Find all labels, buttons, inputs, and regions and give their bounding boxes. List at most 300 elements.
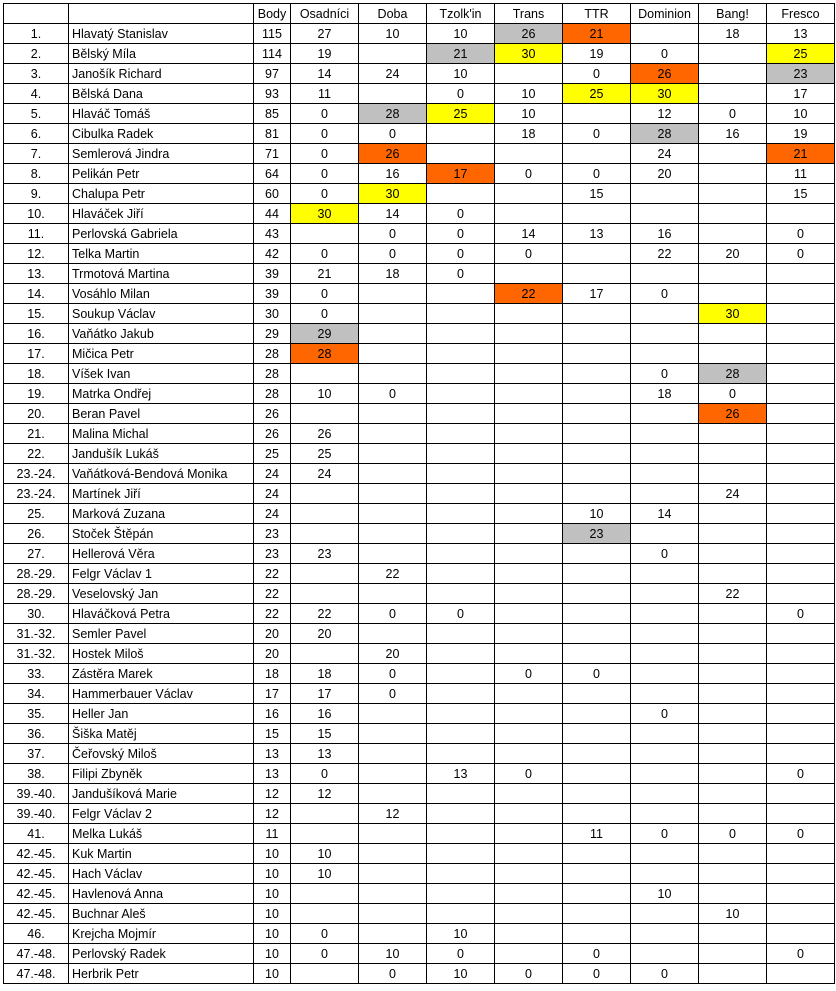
score-cell	[767, 884, 835, 904]
score-cell: 10	[291, 844, 359, 864]
score-cell	[563, 924, 631, 944]
score-cell	[359, 424, 427, 444]
score-cell: 22	[631, 244, 699, 264]
score-cell: 0	[427, 264, 495, 284]
score-cell: 0	[359, 224, 427, 244]
score-cell	[563, 784, 631, 804]
score-cell: 0	[427, 244, 495, 264]
table-row	[4, 524, 835, 544]
table-row	[4, 404, 835, 424]
points-total-cell: 97	[254, 64, 291, 84]
score-cell: 26	[631, 64, 699, 84]
score-cell	[563, 684, 631, 704]
points-total-cell: 18	[254, 664, 291, 684]
score-cell: 10	[427, 924, 495, 944]
points-total-cell: 85	[254, 104, 291, 124]
header-bang: Bang!	[699, 4, 767, 24]
table-row	[4, 324, 835, 344]
points-total-cell: 20	[254, 624, 291, 644]
score-cell	[767, 644, 835, 664]
score-cell: 28	[359, 104, 427, 124]
score-cell	[699, 204, 767, 224]
score-cell	[427, 324, 495, 344]
score-cell	[427, 664, 495, 684]
score-cell	[495, 144, 563, 164]
score-cell	[563, 444, 631, 464]
score-cell	[427, 644, 495, 664]
table-row	[4, 664, 835, 684]
score-cell	[359, 364, 427, 384]
score-cell	[631, 584, 699, 604]
score-cell	[359, 924, 427, 944]
player-name-cell: Hammerbauer Václav	[69, 684, 254, 704]
points-total-cell: 115	[254, 24, 291, 44]
rank-cell: 11.	[4, 224, 69, 244]
score-cell: 10	[427, 24, 495, 44]
table-row	[4, 604, 835, 624]
score-cell	[291, 824, 359, 844]
score-cell	[427, 564, 495, 584]
score-cell: 0	[563, 964, 631, 984]
score-cell: 30	[291, 204, 359, 224]
points-total-cell: 12	[254, 784, 291, 804]
score-cell: 10	[631, 884, 699, 904]
score-cell	[563, 364, 631, 384]
score-cell	[699, 284, 767, 304]
score-cell	[631, 204, 699, 224]
rank-cell: 8.	[4, 164, 69, 184]
player-name-cell: Beran Pavel	[69, 404, 254, 424]
player-name-cell: Felgr Václav 1	[69, 564, 254, 584]
score-cell: 14	[359, 204, 427, 224]
points-total-cell: 39	[254, 284, 291, 304]
score-cell	[495, 904, 563, 924]
score-cell: 0	[767, 224, 835, 244]
score-cell	[699, 964, 767, 984]
score-cell: 11	[291, 84, 359, 104]
rank-cell: 5.	[4, 104, 69, 124]
points-total-cell: 60	[254, 184, 291, 204]
score-cell	[495, 464, 563, 484]
score-cell: 23	[563, 524, 631, 544]
score-cell: 26	[699, 404, 767, 424]
table-row	[4, 944, 835, 964]
score-cell: 16	[291, 704, 359, 724]
rank-cell: 14.	[4, 284, 69, 304]
score-cell	[767, 724, 835, 744]
score-cell	[699, 624, 767, 644]
score-cell: 18	[495, 124, 563, 144]
table-row	[4, 84, 835, 104]
score-cell: 18	[631, 384, 699, 404]
score-cell	[495, 584, 563, 604]
score-cell	[767, 524, 835, 544]
player-name-cell: Telka Martin	[69, 244, 254, 264]
player-name-cell: Hostek Miloš	[69, 644, 254, 664]
score-cell: 27	[291, 24, 359, 44]
score-cell	[495, 744, 563, 764]
score-cell	[427, 144, 495, 164]
score-cell	[631, 664, 699, 684]
rank-cell: 42.-45.	[4, 904, 69, 924]
score-cell	[631, 644, 699, 664]
score-cell	[563, 144, 631, 164]
header-fresco: Fresco	[767, 4, 835, 24]
rank-cell: 31.-32.	[4, 644, 69, 664]
score-cell	[359, 44, 427, 64]
score-cell	[427, 284, 495, 304]
score-cell: 12	[359, 804, 427, 824]
score-cell: 24	[291, 464, 359, 484]
score-cell	[699, 504, 767, 524]
score-cell: 10	[359, 944, 427, 964]
score-cell	[767, 864, 835, 884]
table-row	[4, 764, 835, 784]
player-name-cell: Jandušíková Marie	[69, 784, 254, 804]
score-cell: 18	[359, 264, 427, 284]
score-cell: 0	[291, 104, 359, 124]
score-cell: 25	[291, 444, 359, 464]
score-cell	[767, 424, 835, 444]
player-name-cell: Hellerová Věra	[69, 544, 254, 564]
points-total-cell: 23	[254, 524, 291, 544]
points-total-cell: 12	[254, 804, 291, 824]
score-cell: 0	[359, 684, 427, 704]
score-cell	[767, 564, 835, 584]
score-cell	[359, 704, 427, 724]
score-cell: 0	[767, 824, 835, 844]
score-cell: 14	[631, 504, 699, 524]
score-cell	[427, 784, 495, 804]
score-cell	[495, 564, 563, 584]
rank-cell: 23.-24.	[4, 484, 69, 504]
points-total-cell: 43	[254, 224, 291, 244]
score-cell	[767, 284, 835, 304]
score-cell	[427, 524, 495, 544]
table-row	[4, 464, 835, 484]
score-cell: 0	[563, 664, 631, 684]
table-row	[4, 744, 835, 764]
player-name-cell: Jandušík Lukáš	[69, 444, 254, 464]
score-cell: 24	[359, 64, 427, 84]
score-cell: 26	[495, 24, 563, 44]
score-cell: 0	[359, 964, 427, 984]
player-name-cell: Semlerová Jindra	[69, 144, 254, 164]
score-cell	[563, 484, 631, 504]
score-cell: 21	[291, 264, 359, 284]
score-cell	[495, 504, 563, 524]
points-total-cell: 10	[254, 944, 291, 964]
rank-cell: 15.	[4, 304, 69, 324]
score-cell: 19	[563, 44, 631, 64]
score-cell	[699, 444, 767, 464]
score-cell	[699, 684, 767, 704]
rank-cell: 47.-48.	[4, 944, 69, 964]
score-cell: 0	[427, 944, 495, 964]
points-total-cell: 10	[254, 864, 291, 884]
score-cell: 0	[631, 44, 699, 64]
score-cell: 10	[563, 504, 631, 524]
score-cell	[767, 444, 835, 464]
score-cell	[563, 904, 631, 924]
score-cell	[427, 384, 495, 404]
score-cell	[563, 804, 631, 824]
player-name-cell: Hlaváčková Petra	[69, 604, 254, 624]
score-cell: 0	[631, 824, 699, 844]
score-cell	[427, 624, 495, 644]
score-cell	[631, 344, 699, 364]
score-cell	[699, 604, 767, 624]
score-cell	[767, 744, 835, 764]
score-cell	[291, 224, 359, 244]
score-cell	[699, 844, 767, 864]
score-cell: 21	[767, 144, 835, 164]
score-cell: 0	[767, 604, 835, 624]
score-cell	[631, 624, 699, 644]
score-cell	[291, 484, 359, 504]
score-cell	[427, 704, 495, 724]
points-total-cell: 81	[254, 124, 291, 144]
points-total-cell: 15	[254, 724, 291, 744]
score-cell: 0	[631, 544, 699, 564]
score-cell	[699, 744, 767, 764]
points-total-cell: 10	[254, 904, 291, 924]
rank-cell: 10.	[4, 204, 69, 224]
score-cell	[495, 524, 563, 544]
score-cell	[427, 904, 495, 924]
player-name-cell: Perlovská Gabriela	[69, 224, 254, 244]
score-cell: 0	[767, 764, 835, 784]
score-cell	[359, 464, 427, 484]
player-name-cell: Vaňátková-Bendová Monika	[69, 464, 254, 484]
points-total-cell: 28	[254, 364, 291, 384]
header-tzolkin: Tzolk'in	[427, 4, 495, 24]
score-cell	[767, 264, 835, 284]
score-cell	[359, 904, 427, 924]
points-total-cell: 10	[254, 964, 291, 984]
table-row	[4, 584, 835, 604]
score-cell	[563, 304, 631, 324]
points-total-cell: 42	[254, 244, 291, 264]
table-row	[4, 864, 835, 884]
score-cell	[427, 184, 495, 204]
score-cell	[699, 564, 767, 584]
score-cell	[291, 884, 359, 904]
score-cell	[427, 484, 495, 504]
table-row	[4, 184, 835, 204]
rank-cell: 18.	[4, 364, 69, 384]
table-row	[4, 904, 835, 924]
score-cell: 10	[427, 964, 495, 984]
score-cell	[699, 724, 767, 744]
score-cell: 0	[427, 204, 495, 224]
score-cell: 10	[495, 104, 563, 124]
score-cell	[427, 544, 495, 564]
score-cell	[427, 504, 495, 524]
score-cell	[631, 444, 699, 464]
score-cell: 25	[427, 104, 495, 124]
standings-body	[4, 24, 835, 984]
player-name-cell: Víšek Ivan	[69, 364, 254, 384]
player-name-cell: Herbrik Petr	[69, 964, 254, 984]
points-total-cell: 20	[254, 644, 291, 664]
score-cell: 0	[359, 124, 427, 144]
table-row	[4, 64, 835, 84]
score-cell: 17	[291, 684, 359, 704]
score-cell	[563, 604, 631, 624]
rank-cell: 28.-29.	[4, 564, 69, 584]
score-cell	[359, 504, 427, 524]
score-cell: 30	[699, 304, 767, 324]
rank-cell: 42.-45.	[4, 864, 69, 884]
score-cell: 22	[291, 604, 359, 624]
score-cell: 12	[631, 104, 699, 124]
rank-cell: 33.	[4, 664, 69, 684]
score-cell: 18	[291, 664, 359, 684]
score-cell: 25	[563, 84, 631, 104]
rank-cell: 25.	[4, 504, 69, 524]
score-cell	[767, 304, 835, 324]
standings-sheet	[3, 3, 835, 984]
rank-cell: 3.	[4, 64, 69, 84]
rank-cell: 47.-48.	[4, 964, 69, 984]
score-cell	[563, 704, 631, 724]
score-cell	[631, 564, 699, 584]
score-cell	[767, 664, 835, 684]
player-name-cell: Filipi Zbyněk	[69, 764, 254, 784]
score-cell	[631, 804, 699, 824]
player-name-cell: Čeřovský Miloš	[69, 744, 254, 764]
score-cell	[495, 724, 563, 744]
score-cell: 18	[699, 24, 767, 44]
score-cell	[631, 524, 699, 544]
table-row	[4, 224, 835, 244]
score-cell	[291, 524, 359, 544]
score-cell	[767, 344, 835, 364]
score-cell	[427, 824, 495, 844]
rank-cell: 16.	[4, 324, 69, 344]
score-cell: 20	[359, 644, 427, 664]
score-cell	[631, 264, 699, 284]
score-cell	[699, 324, 767, 344]
score-cell	[359, 624, 427, 644]
score-cell	[631, 424, 699, 444]
score-cell: 28	[699, 364, 767, 384]
score-cell: 0	[767, 944, 835, 964]
score-cell	[563, 204, 631, 224]
score-cell: 25	[767, 44, 835, 64]
rank-cell: 7.	[4, 144, 69, 164]
player-name-cell: Hlaváček Jiří	[69, 204, 254, 224]
score-cell	[563, 544, 631, 564]
rank-cell: 38.	[4, 764, 69, 784]
score-cell: 0	[291, 284, 359, 304]
score-cell	[359, 324, 427, 344]
score-cell: 10	[291, 864, 359, 884]
player-name-cell: Felgr Václav 2	[69, 804, 254, 824]
score-cell	[767, 504, 835, 524]
standings-table	[3, 3, 835, 984]
rank-cell: 35.	[4, 704, 69, 724]
score-cell: 0	[699, 384, 767, 404]
score-cell	[563, 384, 631, 404]
score-cell: 0	[291, 924, 359, 944]
rank-cell: 39.-40.	[4, 804, 69, 824]
score-cell: 11	[563, 824, 631, 844]
score-cell	[495, 384, 563, 404]
rank-cell: 1.	[4, 24, 69, 44]
score-cell: 0	[631, 364, 699, 384]
score-cell: 0	[291, 304, 359, 324]
score-cell: 15	[563, 184, 631, 204]
score-cell	[563, 744, 631, 764]
player-name-cell: Cibulka Radek	[69, 124, 254, 144]
points-total-cell: 10	[254, 884, 291, 904]
score-cell: 0	[291, 944, 359, 964]
score-cell	[631, 744, 699, 764]
table-row	[4, 484, 835, 504]
score-cell	[767, 384, 835, 404]
score-cell: 26	[291, 424, 359, 444]
score-cell	[563, 564, 631, 584]
score-cell	[427, 124, 495, 144]
score-cell: 14	[291, 64, 359, 84]
header-row	[4, 4, 835, 24]
points-total-cell: 13	[254, 764, 291, 784]
score-cell: 0	[699, 104, 767, 124]
player-name-cell: Hach Václav	[69, 864, 254, 884]
score-cell	[767, 964, 835, 984]
score-cell: 0	[291, 244, 359, 264]
score-cell	[767, 904, 835, 924]
player-name-cell: Semler Pavel	[69, 624, 254, 644]
score-cell	[767, 704, 835, 724]
score-cell	[563, 844, 631, 864]
score-cell	[495, 344, 563, 364]
points-total-cell: 24	[254, 464, 291, 484]
score-cell: 0	[427, 84, 495, 104]
score-cell	[699, 164, 767, 184]
score-cell	[359, 584, 427, 604]
header-rank	[4, 4, 69, 24]
header-name	[69, 4, 254, 24]
player-name-cell: Stoček Štěpán	[69, 524, 254, 544]
score-cell	[291, 504, 359, 524]
score-cell	[495, 624, 563, 644]
rank-cell: 34.	[4, 684, 69, 704]
player-name-cell: Veselovský Jan	[69, 584, 254, 604]
rank-cell: 23.-24.	[4, 464, 69, 484]
score-cell	[767, 924, 835, 944]
score-cell: 16	[699, 124, 767, 144]
table-row	[4, 444, 835, 464]
score-cell	[427, 364, 495, 384]
score-cell	[359, 304, 427, 324]
points-total-cell: 17	[254, 684, 291, 704]
score-cell	[767, 484, 835, 504]
score-cell	[563, 264, 631, 284]
player-name-cell: Vosáhlo Milan	[69, 284, 254, 304]
score-cell: 12	[291, 784, 359, 804]
player-name-cell: Bělský Míla	[69, 44, 254, 64]
score-cell	[631, 184, 699, 204]
score-cell: 10	[291, 384, 359, 404]
score-cell: 13	[427, 764, 495, 784]
player-name-cell: Soukup Václav	[69, 304, 254, 324]
points-total-cell: 29	[254, 324, 291, 344]
score-cell: 16	[359, 164, 427, 184]
score-cell: 0	[563, 164, 631, 184]
